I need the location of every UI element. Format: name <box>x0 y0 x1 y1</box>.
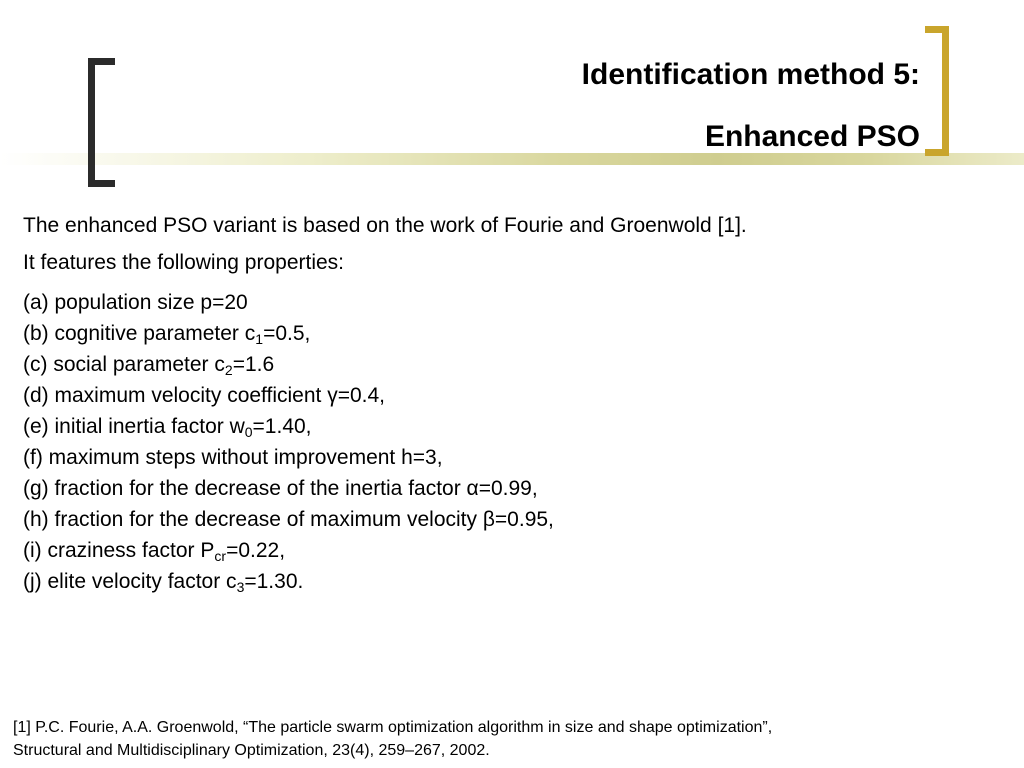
title-line-1: Identification method 5: <box>581 58 920 91</box>
property-list <box>23 287 983 597</box>
property-item: (d) maximum velocity coefficient γ=0.4, <box>23 384 385 407</box>
right-bracket-decoration <box>925 26 949 156</box>
property-item: (g) fraction for the decrease of the inertia factor α=0.99, <box>23 477 538 500</box>
slide-title <box>582 44 920 168</box>
footnote-line-2: Structural and Multidisciplinary Optimization, 23(4), 259–267, 2002. <box>13 742 490 759</box>
property-item: (i) craziness factor $P_{cr}=0.22$, <box>23 539 286 564</box>
left-bracket-decoration <box>88 58 115 187</box>
property-item: (j) elite velocity factor $c_3=1.30$. <box>23 570 304 595</box>
title-line-2: Enhanced PSO <box>704 120 920 153</box>
property-item: (b) cognitive parameter $c_1=0.5$, <box>23 322 311 347</box>
footnote-reference <box>13 716 772 762</box>
property-item: (h) fraction for the decrease of maximum velocity β=0.95, <box>23 508 554 531</box>
intro-paragraph-1: The enhanced PSO variant is based on the work of Fourie and Groenwold [1]. <box>23 214 747 237</box>
intro-paragraph-2: It features the following properties: <box>23 251 345 274</box>
property-item: (c) social parameter $c_2=1.6$ <box>23 353 275 378</box>
footnote-line-1: [1] P.C. Fourie, A.A. Groenwold, “The particle swarm optimization algorithm in size and shape optimization”, <box>13 719 773 736</box>
property-item: (a) population size p=20 <box>23 291 248 314</box>
property-item: (f) maximum steps without improvement h=3, <box>23 446 443 469</box>
property-item: (e) initial inertia factor $w_0=1.40$, <box>23 415 312 440</box>
slide-body <box>23 213 983 597</box>
